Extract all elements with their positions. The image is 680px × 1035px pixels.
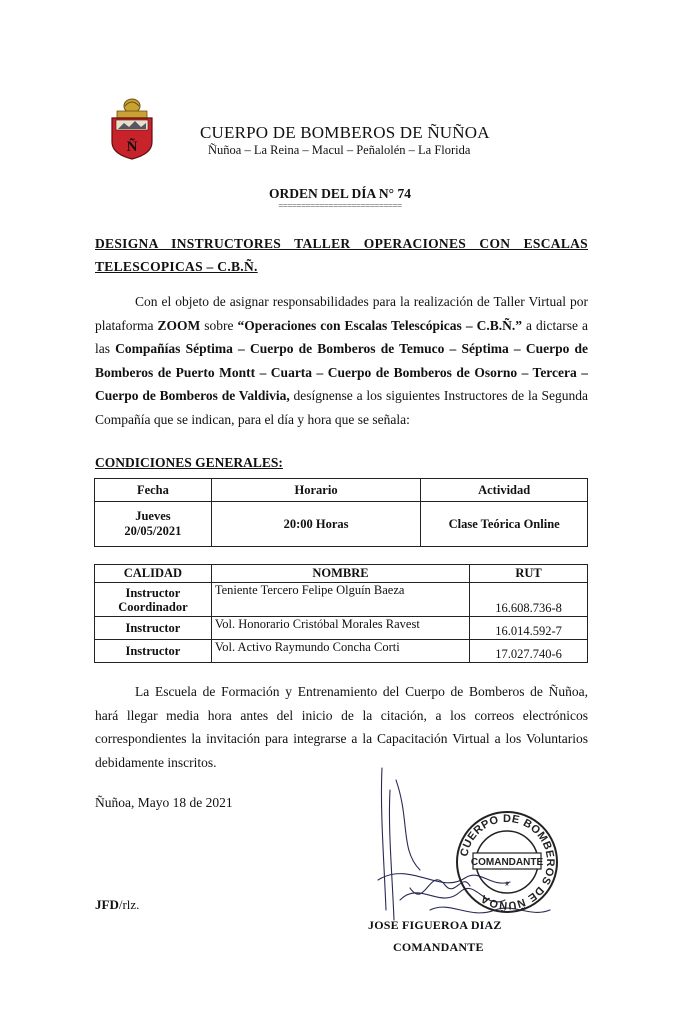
logo-letter: Ñ [126,139,138,155]
header-rut: RUT [470,565,588,583]
commander-stamp [455,810,559,914]
instructor-rut: 17.027.740-6 [470,640,588,663]
session-time: 20:00 Horas [211,502,421,547]
order-title: ORDEN DEL DÍA N° 74 [269,186,411,201]
header-fecha: Fecha [95,479,212,502]
instructors-header-row [95,565,588,583]
instructors-table [94,564,588,663]
header-actividad: Actividad [421,479,588,502]
header-horario: Horario [211,479,421,502]
header-calidad: CALIDAD [95,565,212,583]
fire-department-crest-logo [108,96,156,160]
organization-communes: Ñuñoa – La Reina – Macul – Peñalolén – La Florida [208,143,471,157]
conditions-row [95,502,588,547]
instructor-name: Teniente Tercero Felipe Olguín Baeza [211,583,469,617]
signer-name: JOSE FIGUEROA DIAZ [368,918,502,932]
stamp-center-text: COMANDANTE [470,857,544,868]
instructor-rut: 16.014.592-7 [470,617,588,640]
instructor-role: Instructor [95,640,212,663]
conditions-header-row [95,479,588,502]
reference-initials: JFD/rlz. [95,897,140,912]
table-row [95,617,588,640]
order-subject: DESIGNA INSTRUCTORES TALLER OPERACIONES CON ESCALAS TELESCOPICAS – C.B.Ñ. [95,236,588,274]
intro-paragraph: Con el objeto de asignar responsabilidades para la realización de Taller Virtual por plataforma ZOOM sobre “Operaciones con Escalas Telescópicas – C.B.Ñ.” a dictarse a las Compañías Séptima – Cuerpo de Bomberos de Temuco – Séptima – Cuerpo de Bomberos de Puerto Montt – Cuarta – Cuerpo de Bomberos de Osorno – Tercera – Cuerpo de Bomberos de Valdivia, desígnense a los siguientes Instructores de la Segunda Compañía que se indican, para el día y hora que se señala: [95,294,589,427]
session-date: Jueves 20/05/2021 [95,502,212,547]
organization-name: CUERPO DE BOMBEROS DE ÑUÑOA [200,123,490,142]
instructor-rut: 16.608.736-8 [470,583,588,617]
table-row [95,640,588,663]
stamp-outer-text: CUERPO DE BOMBEROS DE ÑUÑOA [458,812,557,912]
instructor-role: Instructor [95,617,212,640]
conditions-title: CONDICIONES GENERALES: [95,455,283,470]
closing-paragraph: La Escuela de Formación y Entrenamiento del Cuerpo de Bomberos de Ñuñoa, hará llegar media hora antes del inicio de la citación, a los correos electrónicos correspondientes la invitación para integrarse a la Capacitación Virtual a los Voluntarios debidamente inscritos. [95,684,588,770]
table-row [95,583,588,617]
signer-title: COMANDANTE [393,940,484,954]
order-title-rule: =========================== [278,201,402,211]
place-and-date: Ñuñoa, Mayo 18 de 2021 [95,795,233,810]
session-activity: Clase Teórica Online [421,502,588,547]
conditions-table [94,478,588,547]
stamp-star: * [504,879,510,893]
instructor-name: Vol. Honorario Cristóbal Morales Ravest [211,617,469,640]
header-nombre: NOMBRE [211,565,469,583]
instructor-name: Vol. Activo Raymundo Concha Corti [211,640,469,663]
instructor-role: Instructor Coordinador [95,583,212,617]
